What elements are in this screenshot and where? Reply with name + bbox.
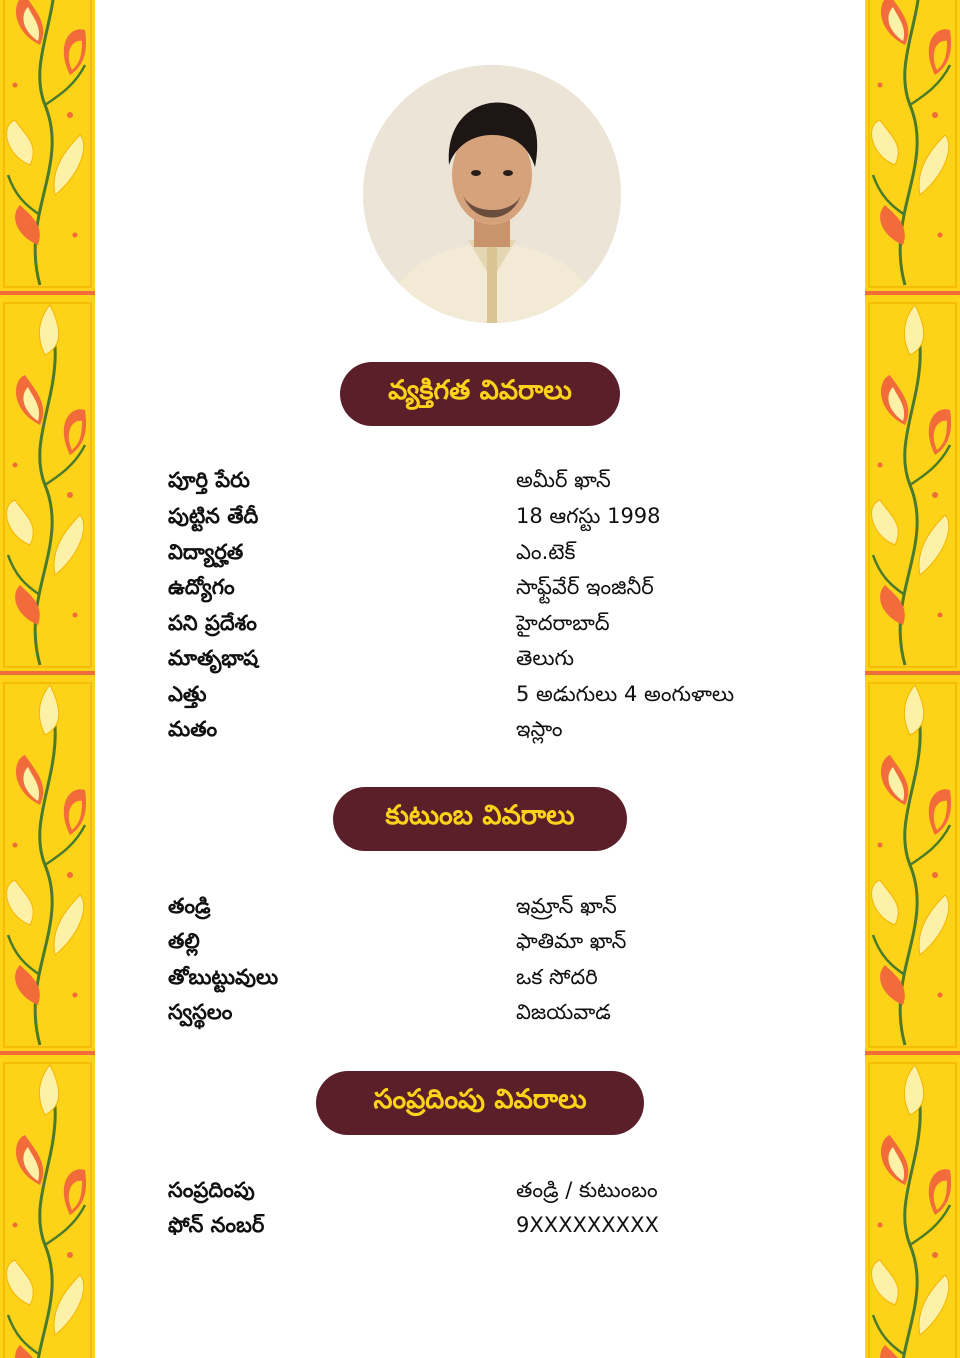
detail-label: మాతృభాష: [168, 646, 259, 670]
right-floral-border: [865, 0, 960, 1358]
detail-row: [168, 682, 808, 718]
detail-label: మతం: [168, 717, 218, 741]
detail-row: [168, 894, 808, 930]
detail-label: స్వస్థలం: [168, 1000, 233, 1024]
detail-row: [168, 611, 808, 647]
floral-pattern-right-icon: [865, 0, 960, 1358]
detail-row: [168, 929, 808, 965]
detail-row: [168, 504, 808, 540]
detail-label: పని ప్రదేశం: [168, 611, 257, 635]
detail-label: తల్లి: [168, 929, 200, 953]
detail-value: ఇమ్రాన్ ఖాన్: [516, 894, 617, 918]
detail-label: తండ్రి: [168, 894, 211, 918]
detail-value: విజయవాడ: [516, 1000, 611, 1024]
detail-label: సంప్రదింపు: [168, 1178, 255, 1202]
detail-value: హైదరాబాద్: [516, 611, 610, 635]
person-portrait-icon: [363, 65, 621, 323]
floral-pattern-left-icon: [0, 0, 95, 1358]
detail-row: [168, 468, 808, 504]
detail-label: పుట్టిన తేదీ: [168, 504, 259, 528]
phone-number: 9XXXXXXXXX: [516, 1213, 659, 1237]
detail-value: ఫాతిమా ఖాన్: [516, 929, 627, 953]
detail-row: [168, 1213, 808, 1249]
detail-label: ఉద్యోగం: [168, 575, 235, 599]
detail-value: ఒక సోదరి: [516, 965, 598, 989]
detail-row: [168, 646, 808, 682]
detail-value: ఎం.టెక్: [516, 540, 576, 564]
detail-row: [168, 540, 808, 576]
detail-value: ఇస్లాం: [516, 717, 563, 741]
detail-label: ఎత్తు: [168, 682, 207, 706]
detail-row: [168, 1000, 808, 1036]
left-floral-border: [0, 0, 95, 1358]
detail-value: అమీర్ ఖాన్: [516, 468, 611, 492]
family-details-heading: కుటుంబ వివరాలు: [333, 787, 627, 851]
detail-label: ఫోన్ నంబర్: [168, 1213, 265, 1237]
detail-value: 18 ఆగస్టు 1998: [516, 504, 661, 528]
detail-value: సాఫ్ట్‌వేర్ ఇంజినీర్: [516, 575, 654, 599]
detail-row: [168, 575, 808, 611]
detail-label: తోబుట్టువులు: [168, 965, 279, 989]
detail-value: 5 అడుగులు 4 అంగుళాలు: [516, 682, 735, 706]
detail-label: పూర్తి పేరు: [168, 468, 250, 492]
profile-photo: [363, 65, 621, 323]
detail-row: [168, 965, 808, 1001]
contact-details-heading: సంప్రదింపు వివరాలు: [316, 1071, 644, 1135]
personal-details-heading: వ్యక్తిగత వివరాలు: [340, 362, 620, 426]
detail-value: తెలుగు: [516, 646, 575, 670]
detail-label: విద్యార్హత: [168, 540, 244, 564]
detail-row: [168, 1178, 808, 1214]
detail-value: తండ్రి / కుటుంబం: [516, 1178, 658, 1202]
detail-row: [168, 717, 808, 753]
